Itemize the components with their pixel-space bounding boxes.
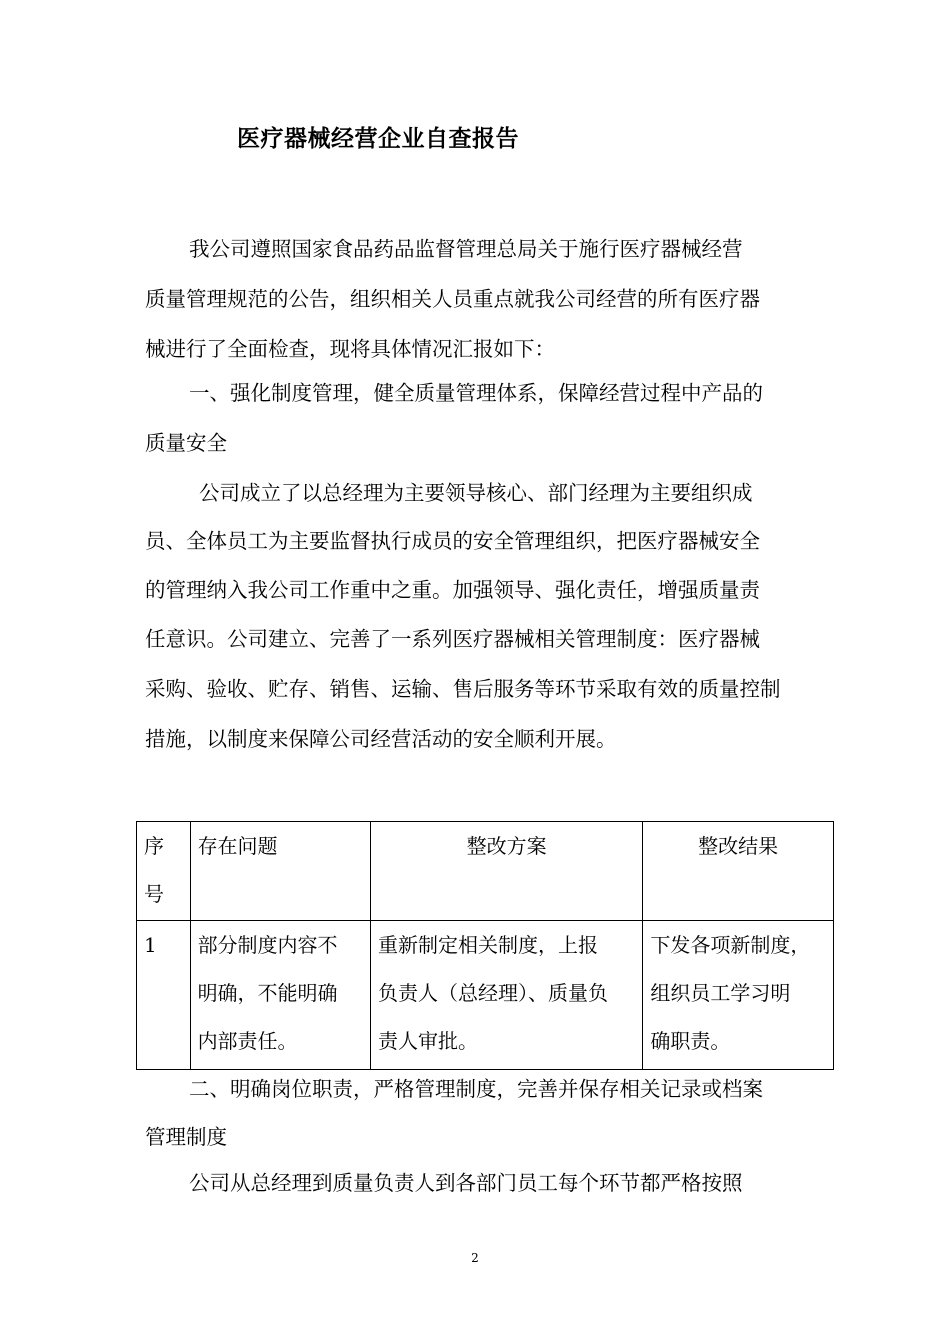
paragraph-line: 任意识。公司建立、完善了一系列医疗器械相关管理制度：医疗器械: [145, 627, 760, 651]
paragraph-line: 械进行了全面检查，现将具体情况汇报如下：: [145, 337, 555, 361]
paragraph-line: 质量管理规范的公告，组织相关人员重点就我公司经营的所有医疗器: [145, 287, 760, 311]
table-header-row: [137, 822, 834, 921]
plan-line: 重新制定相关制度，上报: [377, 933, 598, 957]
header-problem: 存在问题: [190, 822, 370, 921]
paragraph-line: 的管理纳入我公司工作重中之重。加强领导、强化责任，增强质量责: [145, 578, 760, 602]
paragraph-line: 措施，以制度来保障公司经营活动的安全顺利开展。: [145, 727, 617, 751]
plan-line: 责人审批。: [377, 1029, 478, 1053]
result-line: 下发各项新制度，: [650, 933, 811, 957]
row-result: [643, 921, 834, 1070]
problem-line: 明确，不能明确: [197, 981, 338, 1005]
section-heading-line: 质量安全: [145, 431, 227, 455]
rectification-table: [136, 821, 834, 1070]
section-heading-line: 二、明确岗位职责，严格管理制度，完善并保存相关记录或档案: [189, 1077, 763, 1101]
header-seq-line: 序: [144, 834, 164, 858]
paragraph-line: 员、全体员工为主要监督执行成员的安全管理组织，把医疗器械安全: [145, 529, 760, 553]
header-seq: [137, 822, 191, 921]
result-line: 组织员工学习明: [650, 981, 791, 1005]
problem-line: 部分制度内容不: [197, 933, 338, 957]
problem-line: 内部责任。: [197, 1029, 298, 1053]
row-seq: 1: [137, 921, 191, 1070]
header-result: 整改结果: [643, 822, 834, 921]
result-line: 确职责。: [650, 1029, 731, 1053]
paragraph-line: 公司从总经理到质量负责人到各部门员工每个环节都严格按照: [189, 1171, 743, 1195]
paragraph-line: 我公司遵照国家食品药品监督管理总局关于施行医疗器械经营: [189, 237, 743, 261]
row-problem: [190, 921, 370, 1070]
section-heading-line: 一、强化制度管理，健全质量管理体系，保障经营过程中产品的: [189, 381, 763, 405]
section-heading-line: 管理制度: [145, 1125, 227, 1149]
document-title: 医疗器械经营企业自查报告: [237, 125, 519, 152]
page-number: 2: [471, 1251, 479, 1265]
header-plan: 整改方案: [370, 822, 642, 921]
plan-line: 负责人（总经理）、质量负: [377, 981, 608, 1005]
header-seq-line: 号: [144, 882, 164, 906]
paragraph-line: 公司成立了以总经理为主要领导核心、部门经理为主要组织成: [199, 481, 753, 505]
row-plan: [370, 921, 642, 1070]
paragraph-line: 采购、验收、贮存、销售、运输、售后服务等环节采取有效的质量控制: [145, 677, 781, 701]
table-row: [137, 921, 834, 1070]
